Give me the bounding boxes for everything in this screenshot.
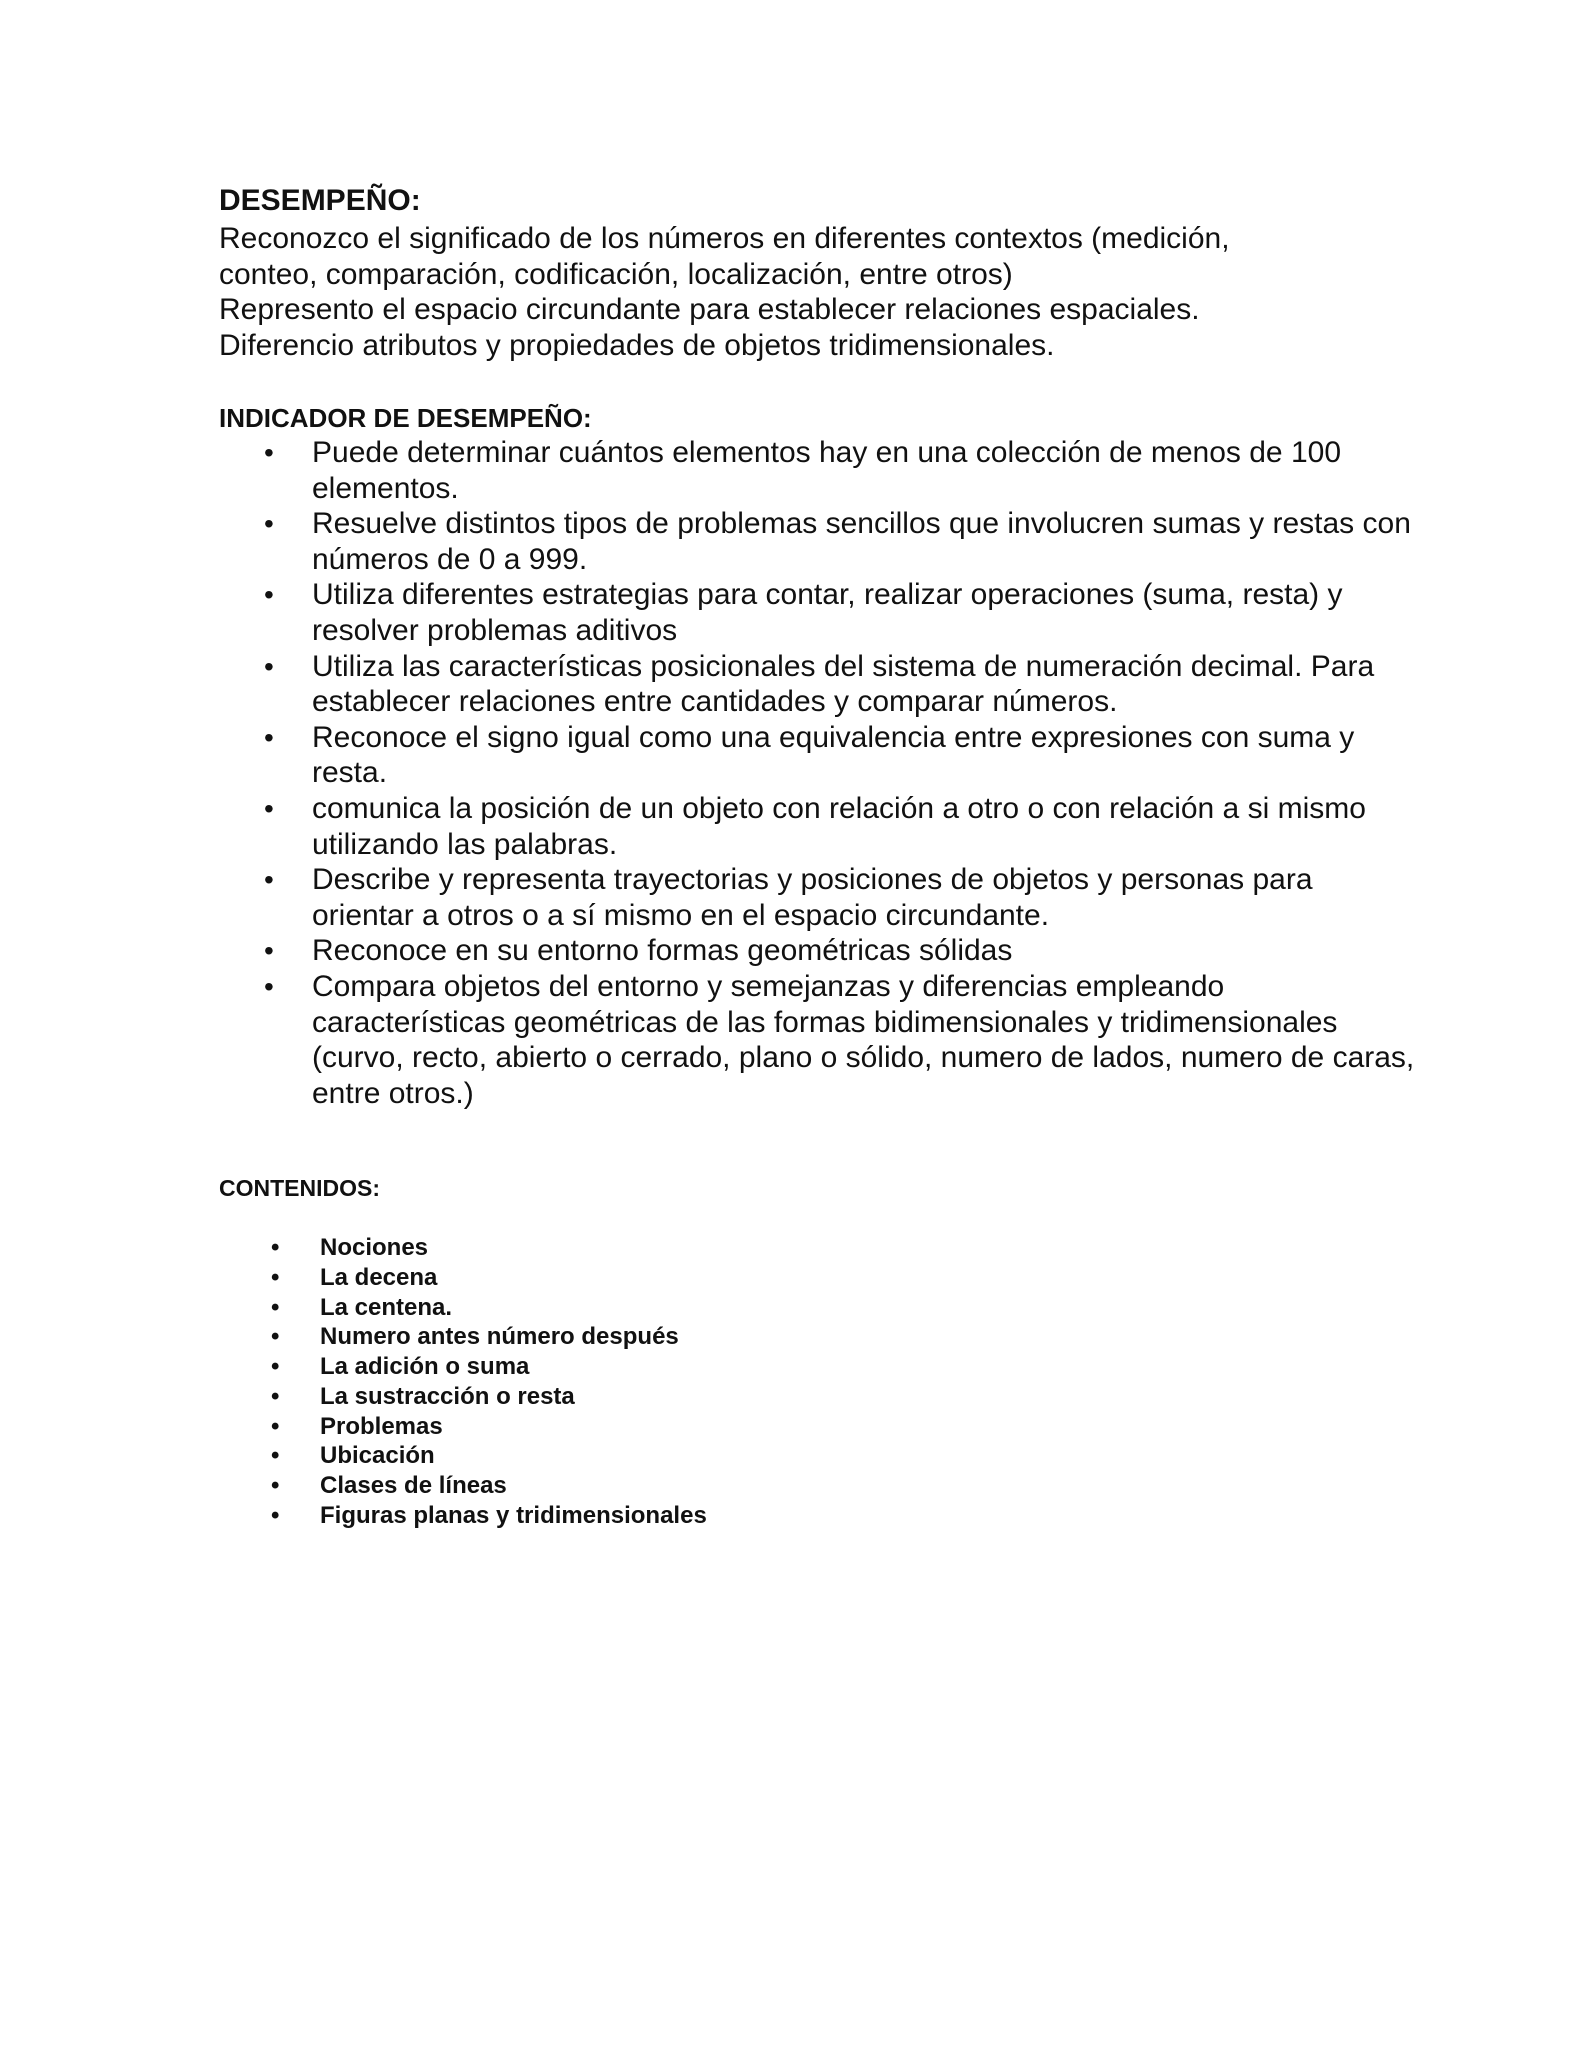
indicador-item [219, 969, 1422, 1111]
contenido-text: Nociones [320, 1234, 429, 1262]
bullet-icon: • [264, 721, 274, 753]
indicador-text: Reconoce el signo igual como una equivalencia entre expresiones con suma y resta. [312, 720, 1355, 790]
indicador-text: comunica la posición de un objeto con relación a otro o con relación a si mismo utilizando las palabras. [312, 791, 1366, 861]
document-page [219, 181, 1415, 1530]
indicador-section [219, 401, 1415, 1111]
bullet-icon: • [264, 650, 274, 682]
contenido-text: La decena [320, 1263, 438, 1291]
indicador-item [219, 720, 1422, 791]
contenido-item [219, 1233, 1399, 1263]
indicador-item [219, 577, 1422, 648]
bullet-icon: • [271, 1501, 280, 1529]
bullet-icon: • [264, 970, 274, 1002]
contenidos-title: CONTENIDOS: [219, 1175, 380, 1202]
bullet-icon: • [264, 437, 274, 468]
bullet-icon: • [271, 1234, 280, 1262]
bullet-icon: • [271, 1353, 280, 1381]
indicador-item [219, 933, 1422, 969]
contenido-text: Ubicación [320, 1442, 435, 1470]
contenido-item [219, 1322, 1399, 1352]
indicador-text: Describe y representa trayectorias y posiciones de objetos y personas para orientar a otros o a sí mismo en el espacio circundante. [312, 863, 1313, 932]
bullet-icon: • [271, 1412, 280, 1440]
desempeno-section [219, 181, 1399, 363]
indicador-title: INDICADOR DE DESEMPEÑO: [219, 403, 592, 433]
bullet-icon: • [264, 935, 274, 967]
contenido-text: Figuras planas y tridimensionales [320, 1501, 707, 1529]
contenido-item [219, 1501, 1399, 1531]
desempeno-line: Represento el espacio circundante para establecer relaciones espaciales. [219, 293, 1200, 326]
contenido-item [219, 1382, 1399, 1412]
indicador-text: Utiliza las características posicionales del sistema de numeración decimal. Para establecer relaciones entre cantidades y comparar números. [312, 649, 1375, 719]
contenido-item [219, 1293, 1399, 1323]
indicador-item [219, 862, 1422, 933]
contenidos-section [219, 1173, 1399, 1530]
contenido-text: Clases de líneas [320, 1471, 507, 1499]
contenido-item [219, 1471, 1399, 1501]
indicador-item [219, 506, 1422, 577]
indicador-text: Resuelve distintos tipos de problemas sencillos que involucren sumas y restas con números de 0 a 999. [312, 507, 1411, 576]
desempeno-line: Reconozco el significado de los números en diferentes contextos (medición, [219, 222, 1230, 255]
desempeno-title: DESEMPEÑO: [219, 184, 421, 217]
bullet-icon: • [264, 864, 274, 896]
contenido-text: La centena. [320, 1293, 453, 1321]
bullet-icon: • [271, 1323, 280, 1351]
contenido-item [219, 1352, 1399, 1382]
desempeno-line: conteo, comparación, codificación, localización, entre otros) [219, 257, 1013, 291]
indicador-text: Reconoce en su entorno formas geométricas sólidas [312, 934, 1013, 968]
contenido-item [219, 1263, 1399, 1293]
bullet-icon: • [271, 1442, 280, 1470]
desempeno-line: Diferencio atributos y propiedades de objetos tridimensionales. [219, 328, 1055, 362]
indicador-text: Puede determinar cuántos elementos hay en una colección de menos de 100 elementos. [312, 436, 1342, 505]
bullet-icon: • [264, 579, 274, 611]
bullet-icon: • [271, 1263, 280, 1291]
indicador-text: Utiliza diferentes estrategias para contar, realizar operaciones (suma, resta) y resolver problemas aditivos [312, 578, 1343, 647]
bullet-icon: • [271, 1471, 280, 1499]
bullet-icon: • [271, 1382, 280, 1410]
contenido-text: La adición o suma [320, 1353, 530, 1381]
bullet-icon: • [264, 792, 274, 824]
contenido-text: La sustracción o resta [320, 1382, 575, 1410]
contenidos-list [219, 1233, 1399, 1530]
indicador-text: Compara objetos del entorno y semejanzas y diferencias empleando características geométricas de las formas bidimensionales y tridimensionales (curvo, recto, abierto o cerrado, plano o sólido, numero de lados, numero de caras, entre otros.) [312, 969, 1415, 1110]
contenido-text: Numero antes número después [320, 1323, 679, 1351]
indicador-list [219, 435, 1415, 1111]
contenido-item [219, 1412, 1399, 1442]
contenido-text: Problemas [320, 1412, 443, 1440]
indicador-item [219, 791, 1422, 862]
contenido-item [219, 1441, 1399, 1471]
indicador-item [219, 649, 1422, 720]
bullet-icon: • [264, 508, 274, 540]
bullet-icon: • [271, 1293, 280, 1321]
indicador-item [219, 435, 1422, 506]
